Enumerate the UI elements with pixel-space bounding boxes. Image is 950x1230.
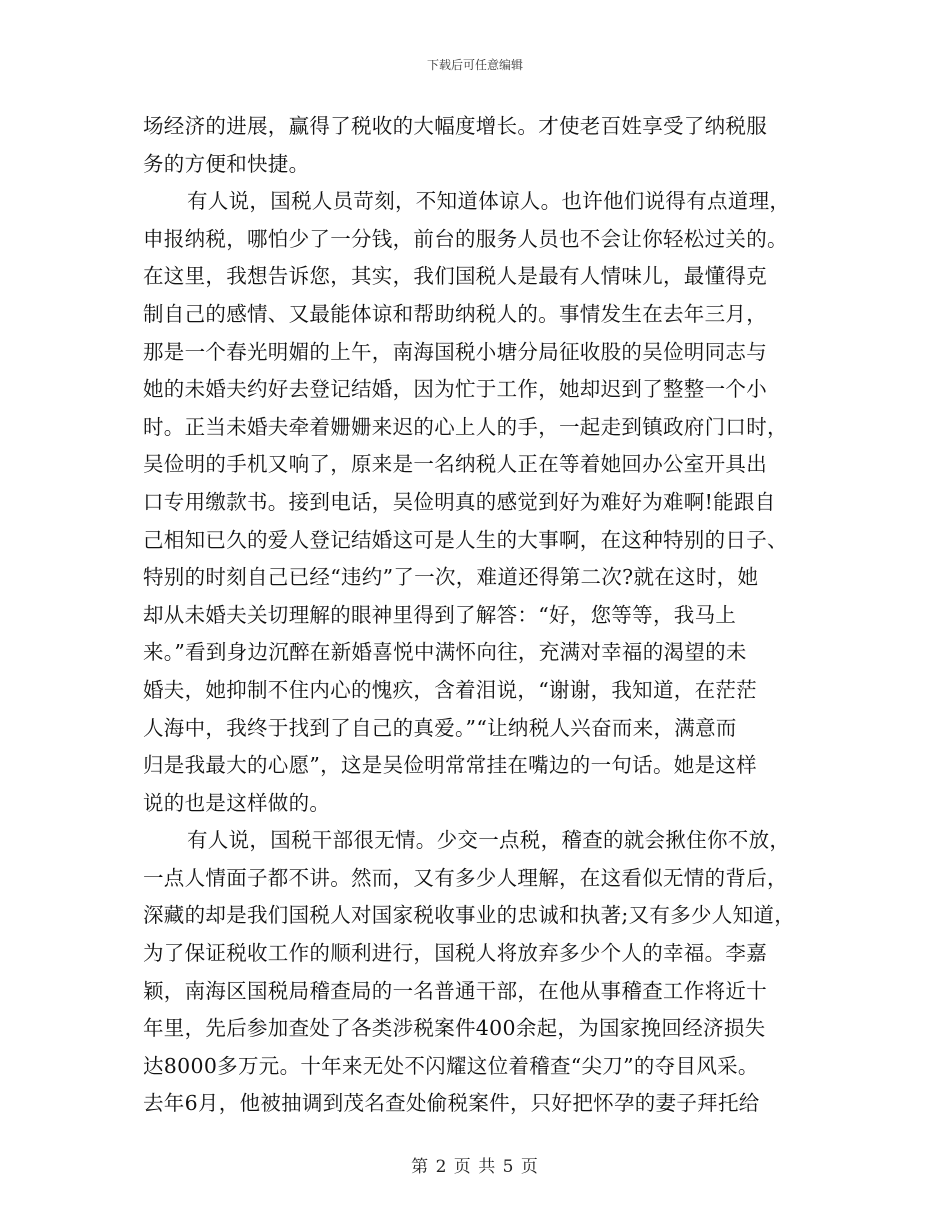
text-line: 说的也是这样做的。 <box>143 790 331 815</box>
text-line: 特别的时刻自己已经“违约”了一次，难道还得第二次?就在这时，她 <box>143 565 759 590</box>
text-line: 婚夫，她抑制不住内心的愧疚，含着泪说，“谢谢，我知道，在茫茫 <box>143 677 757 702</box>
page-header: 下载后可任意编辑 <box>426 58 523 72</box>
paragraph-start-line: 有人说，国税干部很无情。少交一点税，稽查的就会揪住你不放， <box>187 828 791 853</box>
text-line: 来。”看到身边沉醉在新婚喜悦中满怀向往，充满对幸福的渴望的未 <box>143 640 747 665</box>
text-line: 务的方便和快捷。 <box>143 151 310 176</box>
text-line: 时。正当未婚夫牵着姗姗来迟的心上人的手，一起走到镇政府门口时， <box>143 414 788 439</box>
text-line: 为了保证税收工作的顺利进行，国税人将放弃多少个人的幸福。李嘉 <box>143 941 767 966</box>
text-line: 人海中，我终于找到了自己的真爱。”“让纳税人兴奋而来，满意而 <box>143 715 737 740</box>
text-line: 去年6月，他被抽调到茂名查处偷税案件，只好把怀孕的妻子拜托给 <box>143 1091 760 1116</box>
text-line: 深藏的却是我们国税人对国家税收事业的忠诚和执著;又有多少人知道， <box>143 903 796 928</box>
text-line: 申报纳税，哪怕少了一分钱，前台的服务人员也不会让你轻松过关的。 <box>143 226 788 251</box>
text-line: 她的未婚夫约好去登记结婚，因为忙于工作，她却迟到了整整一个小 <box>143 377 767 402</box>
text-line: 在这里，我想告诉您，其实，我们国税人是最有人情味儿，最懂得克 <box>143 264 767 289</box>
text-line: 达8000多万元。十年来无处不闪耀这位着稽查“尖刀”的夺目风采。 <box>143 1053 759 1078</box>
text-line: 口专用缴款书。接到电话，吴俭明真的感觉到好为难好为难啊!能跟自 <box>143 489 776 514</box>
text-line: 颖，南海区国税局稽查局的一名普通干部，在他从事稽查工作将近十 <box>143 978 767 1003</box>
text-line: 场经济的进展，赢得了税收的大幅度增长。才使老百姓享受了纳税服 <box>143 114 767 138</box>
text-line: 己相知已久的爱人登记结婚这可是人生的大事啊，在这种特别的日子、 <box>143 527 788 552</box>
paragraph-start-line: 有人说，国税人员苛刻，不知道体谅人。也许他们说得有点道理， <box>187 189 791 214</box>
text-line: 制自己的感情、又最能体谅和帮助纳税人的。事情发生在去年三月， <box>143 301 767 326</box>
text-line: 却从未婚夫关切理解的眼神里得到了解答：“好，您等等，我马上 <box>143 602 737 627</box>
text-line: 归是我最大的心愿”，这是吴俭明常常挂在嘴边的一句话。她是这样 <box>143 753 757 778</box>
document-body <box>143 108 813 1123</box>
text-line: 吴俭明的手机又响了，原来是一名纳税人正在等着她回办公室开具出 <box>143 452 767 477</box>
text-line: 那是一个春光明媚的上午，南海国税小塘分局征收股的吴俭明同志与 <box>143 339 767 364</box>
page-number-footer: 第 2 页 共 5 页 <box>411 1157 539 1177</box>
text-line: 年里，先后参加查处了各类涉税案件400余起，为国家挽回经济损失 <box>143 1016 766 1041</box>
text-line: 一点人情面子都不讲。然而，又有多少人理解，在这看似无情的背后， <box>143 865 788 890</box>
